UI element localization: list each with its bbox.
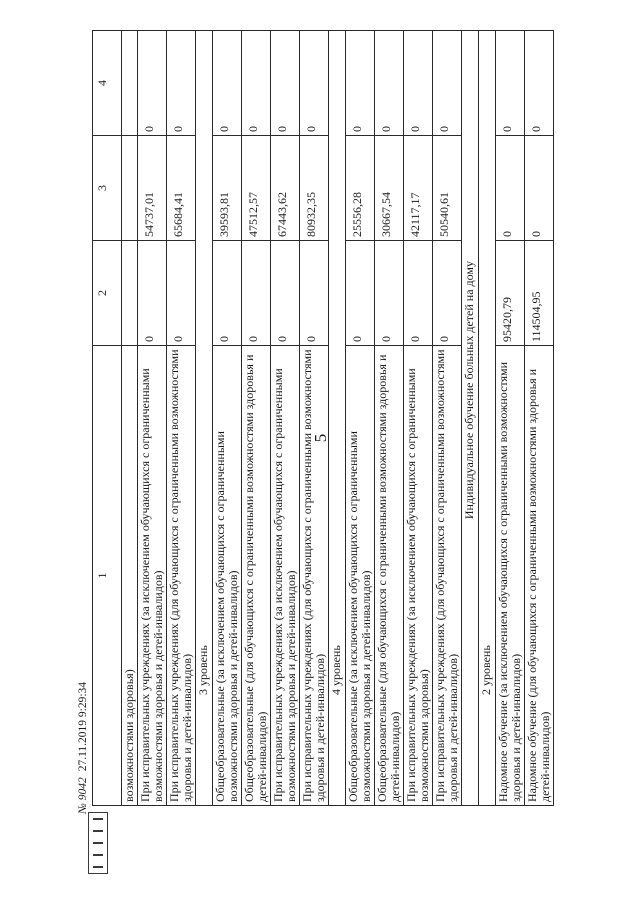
row-value <box>122 241 138 346</box>
row-value <box>242 136 271 241</box>
row-label: При исправительных учреждениях (для обучающихся с ограниченными возможностями здоровья и детей-инвалидов) <box>300 346 329 806</box>
row-value-text: 42117,17 <box>408 192 422 237</box>
rotated-table-container <box>92 31 552 806</box>
row-value-text: 0 <box>217 126 231 132</box>
row-value <box>433 241 462 346</box>
section-row <box>479 31 496 806</box>
document-footer <box>74 602 92 814</box>
row-label: При исправительных учреждениях (за исключением обучающихся с ограниченными возможностями здоровья и детей-инвалидов) <box>138 346 167 806</box>
row-value-text: 54737,01 <box>142 192 156 237</box>
table-row <box>122 31 138 806</box>
row-value-text: 0 <box>408 126 422 132</box>
row-value <box>496 31 525 136</box>
document-timestamp: 27.11.2019 9:29:34 <box>77 681 89 772</box>
row-value <box>496 241 525 346</box>
row-value-text: 0 <box>529 126 543 132</box>
table-header-cell: 1 <box>93 346 122 806</box>
row-value-text: 0 <box>275 126 289 132</box>
data-table <box>92 30 554 806</box>
row-value-text: 0 <box>246 126 260 132</box>
row-value-text: 0 <box>304 126 318 132</box>
row-value-text <box>123 139 127 237</box>
row-value-text: 0 <box>171 126 185 132</box>
section-label: 3 уровень <box>196 31 213 806</box>
row-label: Общеобразовательные (за исключением обучающихся с ограниченными возможностями здоровья и детей-инвалидов) <box>346 346 375 806</box>
row-label: возможностями здоровья) <box>122 346 138 806</box>
row-value <box>300 31 329 136</box>
row-value <box>242 31 271 136</box>
table-header-row <box>93 31 122 806</box>
row-value-text: 50540,61 <box>437 192 451 237</box>
row-value-text: 0 <box>142 336 156 342</box>
row-value <box>346 136 375 241</box>
row-value <box>213 136 242 241</box>
row-label: При исправительных учреждениях (для обучающихся с ограниченными возможностями здоровья и детей-инвалидов) <box>167 346 196 806</box>
row-value-text: 0 <box>379 336 393 342</box>
row-value <box>404 241 433 346</box>
row-value <box>433 31 462 136</box>
row-value <box>122 31 138 136</box>
table-header-cell: 3 <box>93 136 122 241</box>
row-label: При исправительных учреждениях (за исключением обучающихся с ограниченными возможностями здоровья) <box>404 346 433 806</box>
row-label: Общеобразовательные (для обучающихся с ограниченными возможностями здоровья и детей-инвалидов) <box>375 346 404 806</box>
row-value <box>346 241 375 346</box>
document-number: № 9042 <box>77 777 89 814</box>
row-value-text: 95420,79 <box>500 297 514 342</box>
table-row <box>271 31 300 806</box>
row-value-text: 0 <box>350 126 364 132</box>
row-value-text: 0 <box>437 126 451 132</box>
subtitle-label: Индивидуальное обучение больных детей на дому <box>462 31 479 806</box>
row-value-text: 25556,28 <box>350 192 364 237</box>
section-label: 2 уровень <box>479 31 496 806</box>
row-label: Надомное обучение (за исключением обучающихся с ограниченными возможностями здоровья и детей-инвалидов) <box>496 346 525 806</box>
table-row <box>404 31 433 806</box>
row-value <box>433 136 462 241</box>
table-row <box>433 31 462 806</box>
table-header-cell: 2 <box>93 241 122 346</box>
table-row <box>375 31 404 806</box>
barcode-stamp <box>88 812 108 874</box>
row-value-text: 0 <box>304 336 318 342</box>
row-value-text: 80932,35 <box>304 192 318 237</box>
row-value <box>167 241 196 346</box>
row-value-text: 0 <box>408 336 422 342</box>
row-value-text: 114504,95 <box>529 291 543 342</box>
table-header-cell: 4 <box>93 31 122 136</box>
row-value <box>404 136 433 241</box>
row-value <box>242 241 271 346</box>
row-value-text: 0 <box>500 231 514 237</box>
row-value <box>375 241 404 346</box>
section-row <box>329 31 346 806</box>
row-value <box>375 136 404 241</box>
row-value-text: 0 <box>275 336 289 342</box>
row-value <box>271 136 300 241</box>
row-value-text: 0 <box>217 336 231 342</box>
table-row <box>167 31 196 806</box>
row-value-text: 39593,81 <box>217 192 231 237</box>
row-value-text <box>123 34 127 132</box>
table-row <box>346 31 375 806</box>
row-value <box>122 136 138 241</box>
row-value-text: 67443,62 <box>275 192 289 237</box>
row-value-text: 0 <box>142 126 156 132</box>
section-row <box>196 31 213 806</box>
row-value-text: 0 <box>350 336 364 342</box>
section-label: 4 уровень <box>329 31 346 806</box>
table-row <box>242 31 271 806</box>
row-value <box>300 241 329 346</box>
page-number: 5 <box>311 433 330 443</box>
table-row <box>213 31 242 806</box>
table-row <box>525 31 554 806</box>
table-row <box>138 31 167 806</box>
row-value <box>138 136 167 241</box>
subtitle-row <box>462 31 479 806</box>
row-value <box>525 241 554 346</box>
row-value-text: 0 <box>171 336 185 342</box>
row-value <box>167 136 196 241</box>
row-value <box>525 31 554 136</box>
table-row <box>300 31 329 806</box>
row-value <box>346 31 375 136</box>
row-label: Общеобразовательные (для обучающихся с ограниченными возможностями здоровья и детей-инвалидов) <box>242 346 271 806</box>
row-value <box>271 31 300 136</box>
row-label: При исправительных учреждениях (за исключением обучающихся с ограниченными возможностями здоровья и детей-инвалидов) <box>271 346 300 806</box>
row-value-text <box>123 244 127 342</box>
row-value <box>525 136 554 241</box>
row-label: Общеобразовательные (за исключением обучающихся с ограниченными возможностями здоровья и детей-инвалидов) <box>213 346 242 806</box>
row-value-text: 47512,57 <box>246 192 260 237</box>
row-value-text: 0 <box>500 126 514 132</box>
row-value <box>404 31 433 136</box>
row-label: При исправительных учреждениях (для обучающихся с ограниченными возможностями здоровья и детей-инвалидов) <box>433 346 462 806</box>
row-value <box>167 31 196 136</box>
row-value <box>271 241 300 346</box>
row-value-text: 30667,54 <box>379 192 393 237</box>
row-value-text: 0 <box>379 126 393 132</box>
row-label: Надомное обучение (для обучающихся с ограниченными возможностями здоровья и детей-инвалидов) <box>525 346 554 806</box>
row-value <box>213 241 242 346</box>
row-value-text: 0 <box>529 231 543 237</box>
row-value <box>375 31 404 136</box>
row-value <box>138 241 167 346</box>
row-value <box>496 136 525 241</box>
row-value <box>213 31 242 136</box>
row-value-text: 0 <box>246 336 260 342</box>
row-value-text: 0 <box>437 336 451 342</box>
row-value <box>300 136 329 241</box>
table-row <box>496 31 525 806</box>
row-value <box>138 31 167 136</box>
row-value-text: 65684,41 <box>171 192 185 237</box>
